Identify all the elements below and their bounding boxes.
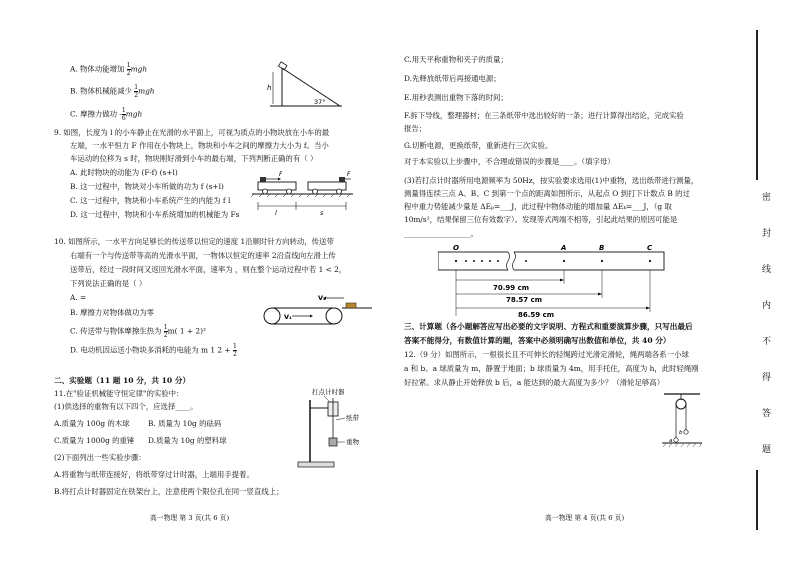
q12-line3: 好拉紧。求从静止开始释放 b 后，a 能达到的最大高度为多少？（滑轮足够高） [404,378,665,387]
paper-tape [438,252,664,270]
q11-option-d: D.质量为 10g 的塑料球 [148,436,227,445]
step-f-line2: 报告； [404,124,427,133]
block [278,62,287,70]
svg-text:70.99 cm: 70.99 cm [493,284,530,292]
pulley [676,399,686,409]
svg-text:F: F [347,171,351,178]
conveyor-figure [262,292,374,328]
binding-char: 封 [762,229,772,239]
section2-title: 二、实验题（11 题 10 分，共 10 分） [54,376,191,385]
q12-line1: 12.（9 分）如图所示，一根很长且不可伸长的轻绳跨过光滑定滑轮，绳两端各系一小球 [404,350,689,359]
step-e: E.用秒表测出重物下落的时间； [404,93,508,102]
fraction: $\frac{1}{2}$ [126,62,131,77]
svg-text:A: A [561,244,567,252]
fraction: $\frac{1}{2}$ [232,343,237,358]
svg-text:b: b [679,430,683,436]
binding-char: 内 [762,301,772,311]
binding-char: 题 [762,445,772,455]
q11-step-b: B.将打点计时器固定在铁架台上，注意使两个限位孔在同一竖直线上； [54,487,284,496]
q11-part1: (1)供选择的重物有以下四个，应选择____。 [54,402,198,411]
step-g: G.切断电源，更换纸带，重新进行三次实验。 [404,141,553,150]
svg-text:C: C [647,244,653,252]
binding-char: 答 [762,409,772,419]
q9-option-a: A. 此时物块的动能为 (F-f) (s+l) [70,168,178,177]
q11-option-b: B. 质量为 10g 的砝码 [148,419,222,428]
dot-a [563,260,565,262]
q9-line3: 车运动的位移为 s 时，物块刚好滑到小车的最右端，下列判断正确的有（ ） [70,154,318,163]
q11-option-c: C.质量为 1000g 的重锤 [54,436,135,445]
height-label: h [267,84,272,92]
paper-tape-figure [438,242,668,318]
binding-char: 线 [762,265,772,275]
svg-text:V₁: V₁ [284,313,292,321]
fraction: $\frac{1}{2}$ [163,324,168,339]
q8-option-c: C. 摩擦力做功 - $\frac{1}{6}$ mgh [70,107,143,122]
binding-char: 不 [762,337,772,347]
fraction: $\frac{1}{6}$ [121,107,126,122]
svg-text:a: a [669,438,673,444]
part3-line4: 10m/s²，结果保留三位有效数字）。发现等式两端不相等，引起此结果的原因可能是 [404,215,678,224]
block [346,303,356,308]
svg-text:F: F [279,171,283,178]
section3-line2: 答案不能得分，有数值计算的题，答案中必须明确写出数值和单位，共 40 分） [404,336,671,345]
q10-line3: 送带后，经过一段时间又返回光滑水平面，速率为 ，则在整个运动过程中若 1 < 2， [70,265,347,274]
svg-text:l: l [275,209,277,217]
section3-line1: 三、计算题（各小题解答应写出必要的文字说明、方程式和重要演算步骤，只写出最后 [404,322,693,331]
svg-text:78.57 cm: 78.57 cm [506,296,543,304]
q10-option-c: C. 传送带与物体摩擦生热为 $\frac{1}{2}$ m( 1 + 2)² [70,324,206,339]
timer-apparatus-figure [296,386,374,472]
angle-label: 37° [314,98,326,106]
part3-line1: (3)若打点计时器所用电源频率为 50Hz，按实验要求选用(1)中重物，选出纸带进行测量， [404,176,699,185]
pulley-figure [660,392,704,450]
incline-figure [260,60,345,110]
svg-text:86.59 cm: 86.59 cm [518,311,555,318]
step-c: C.用天平称重物和夹子的质量； [404,55,508,64]
cart-figure [250,168,355,220]
binding-line [756,30,776,530]
ball-b [684,430,688,434]
dot-b [601,260,603,262]
dot-o [455,260,457,262]
q10-option-d: D. 电动机因运送小物块多消耗的电能为 m 1 2 + $\frac{1}{2}$ [70,343,237,358]
q11-part2: (2)下面列出一些实验步骤： [54,453,146,462]
svg-text:打点计时器: 打点计时器 [312,388,345,396]
q10-line2: 右端有一个与传送带等高的光滑水平面，一物体以恒定的速率 2沿直线向左滑上传 [70,251,336,260]
q10-line4: 下列说法正确的是（ ） [70,279,147,288]
q11-step-a: A.将重物与纸带连接好，将纸带穿过计时器，上端用手提着。 [54,470,254,479]
q9-option-d: D. 这一过程中，物块和小车系统增加的机械能为 Fs [70,210,240,219]
right-page-footer: 高一物理 第 4 页(共 6 页) [545,514,625,522]
svg-text:s: s [320,209,324,217]
binding-char: 得 [762,373,772,383]
q8-option-b: B. 物体机械能减少 $\frac{1}{2}$ mgh [70,84,155,99]
part3-line3: 程中重力势能减少量是 ΔEₚ=___J，此过程中物体动能的增加量 ΔEₖ=___J，（g 取 [404,202,672,211]
fraction: $\frac{1}{2}$ [134,84,139,99]
q10-option-a: A. = [70,293,87,302]
q11-intro: 11.在"验证机械能守恒定律"的实验中： [54,389,184,398]
cart-right [308,182,346,190]
step-f-line1: F.拆下导线，整理器材；在三条纸带中选出较好的一条；进行计算得出结论，完成实验 [404,111,684,120]
q10-line1: 10. 如图所示，一水平方向足够长的传送带以恒定的速度 1沿顺时针方向转动，传送带 [54,237,334,246]
q12-line2: a 和 b。a 球质量为 m，静置于地面；b 球质量为 4m，用手托住，高度为 h，此时轻绳刚 [404,364,699,373]
q8-option-a: A. 物体动能增加 $\frac{1}{2}$ mgh [70,62,148,77]
part3-line2: 测量得连续三点 A、B、C 到第一个点的距离如图所示，从起点 O 到打下计数点 B 的过 [404,189,690,198]
stand-base [298,462,334,467]
svg-text:O: O [453,244,459,252]
weight [329,438,337,446]
q9-option-c: C. 这一过程中，物块和小车系统产生的内能为 f l [70,196,231,205]
svg-text:重物: 重物 [346,438,359,446]
q9-line1: 9. 如图，长度为 l 的小车静止在光滑的水平面上，可视为质点的小物块放在小车的最 [54,128,330,137]
part3-line5: __________________。 [404,229,478,238]
block-left [260,177,266,182]
q9-line2: 左端，一水平恒力 F 作用在小物块上，物块和小车之间的摩擦力大小为 f。当小 [70,141,329,150]
binding-char: 密 [762,193,772,203]
svg-text:B: B [599,244,605,252]
block-right [339,177,345,182]
question-wrong-steps: 对于本实验以上步骤中，不合理或错误的步骤是____。（填字母） [404,157,615,166]
ball-a [674,438,678,442]
step-d: D.先释放纸带后再接通电源； [404,74,501,83]
left-page-footer: 高一物理 第 3 页(共 6 页) [150,514,230,522]
q11-option-a: A.质量为 100g 的木球 [54,419,130,428]
q10-option-b: B. 摩擦力对物体做功为零 [70,308,155,317]
svg-text:V₂: V₂ [318,294,326,302]
dot-c [649,260,651,262]
svg-text:纸带: 纸带 [346,414,359,422]
q9-option-b: B. 这一过程中，物块对小车所做的功为 f (s+l) [70,182,224,191]
cart-left [258,182,296,190]
